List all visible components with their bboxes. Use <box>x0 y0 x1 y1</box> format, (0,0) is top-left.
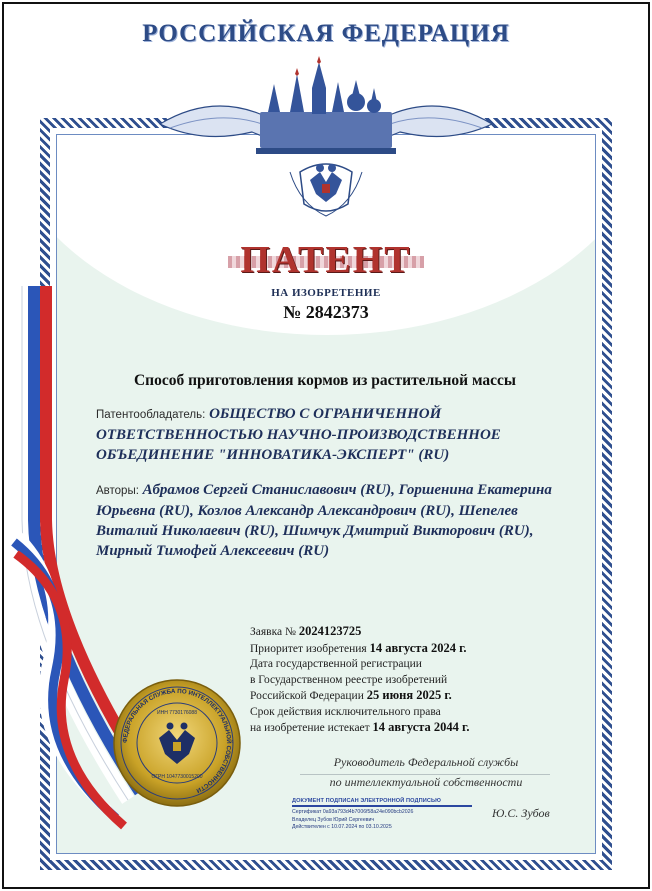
signer-name: Ю.С. Зубов <box>492 806 550 820</box>
authors-value: Абрамов Сергей Станиславович (RU), Горшенина Екатерина Юрьевна (RU), Козлов Александр Александрович (RU), Шепелев Виталий Николаевич (RU), Шимчук Дмитрий Викторович (RU), Мирный Тимофей Алексеевич (RU) <box>96 482 552 559</box>
authors-label: Авторы: <box>96 485 139 497</box>
patent-number: № 2842373 <box>283 302 369 322</box>
priority-date: 14 августа 2024 г. <box>369 640 467 655</box>
e-sign-certificate: Сертификат 0a93a793d4b7006f58a24e090bcb2026 <box>292 809 414 815</box>
seal-inn: ИНН 7730176088 <box>156 710 198 716</box>
document-type: ПАТЕНТ <box>240 239 412 281</box>
registration-row: Российской Федерации 25 июня 2025 г. <box>250 688 452 702</box>
registration-line-2: в Государственном реестре изобретений <box>250 673 448 686</box>
country-title: РОССИЙСКАЯ ФЕДЕРАЦИЯ <box>142 20 510 47</box>
head-of-service: Руководитель Федеральной службы по интеллектуальной собственности <box>329 755 523 789</box>
e-sign-validity: Действителен с 10.07.2024 по 03.10.2025 <box>292 824 392 830</box>
term-row: на изобретение истекает 14 августа 2044 г. <box>250 720 470 734</box>
application-row: Заявка № 2024123725 <box>250 624 362 638</box>
document-subtype: НА ИЗОБРЕТЕНИЕ <box>271 287 381 299</box>
application-number: 2024123725 <box>298 624 362 638</box>
seal-ogrn: ОГРН 1047730015200 <box>151 774 203 780</box>
seal-ring-text: ФЕДЕРАЛЬНАЯ СЛУЖБА ПО ИНТЕЛЛЕКТУАЛЬНОЙ СОБСТВЕННОСТИ <box>121 687 233 794</box>
registration-line-1: Дата государственной регистрации <box>250 658 422 670</box>
e-sign-owner: Владелец Зубов Юрий Сергеевич <box>292 816 375 823</box>
kremlin-emblem <box>150 54 502 224</box>
registration-date: 25 июня 2025 г. <box>366 688 452 702</box>
e-sign-title: ДОКУМЕНТ ПОДПИСАН ЭЛЕКТРОННОЙ ПОДПИСЬЮ <box>292 798 441 804</box>
invention-title: Способ приготовления кормов из растительной массы <box>133 372 517 389</box>
priority-row: Приоритет изобретения 14 августа 2024 г. <box>250 640 467 655</box>
holder-value: ОБЩЕСТВО С ОГРАНИЧЕННОЙ ОТВЕТСТВЕННОСТЬЮ НАУЧНО-ПРОИЗВОДСТВЕННОЕ ОБЪЕДИНЕНИЕ "ИННОВАТИКА-ЭКСПЕРТ" (RU) <box>96 406 501 463</box>
term-expiry-date: 14 августа 2044 г. <box>372 720 470 734</box>
term-line-1: Срок действия исключительного права <box>250 705 441 718</box>
signature-line <box>300 774 550 775</box>
official-seal <box>112 678 242 808</box>
registration-details <box>250 624 580 737</box>
holder-label: Патентообладатель: <box>96 409 206 421</box>
electronic-signature-stamp <box>292 798 472 834</box>
